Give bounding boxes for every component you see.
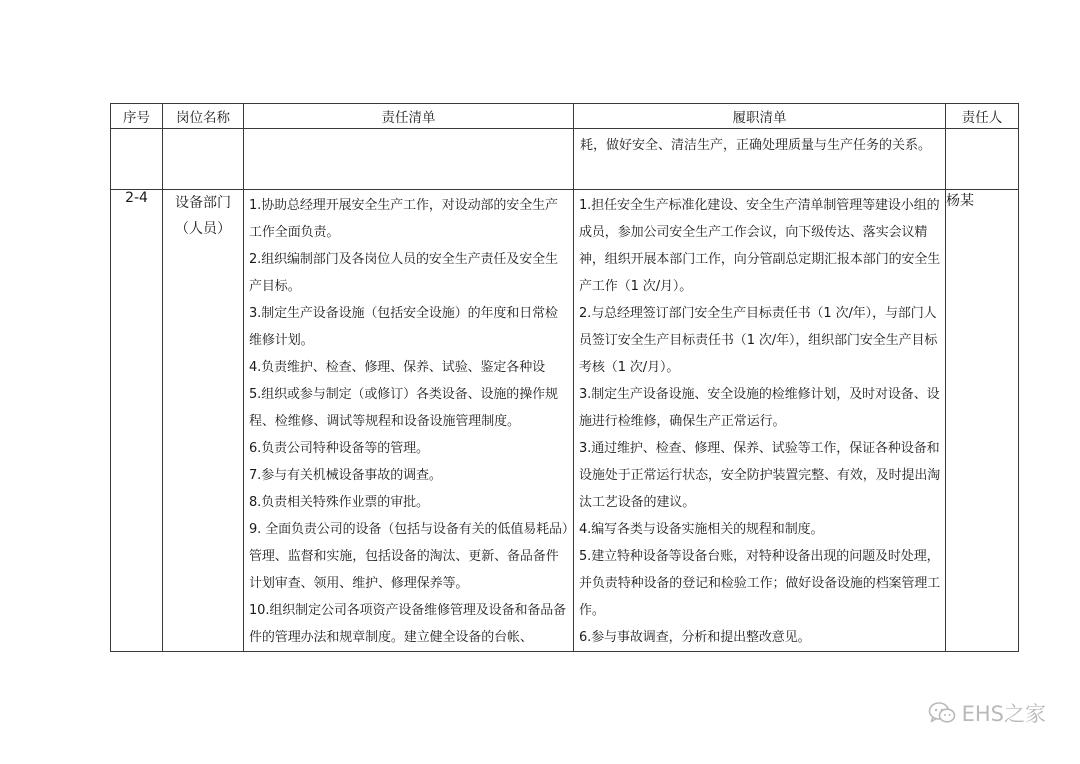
post-qualifier: （人员）	[175, 221, 231, 237]
perform-item: 3.通过维护、检查、修理、保养、试验等工作，保证各种设备和设施处于正常运行状态，安全防护装置完整、有效，及时提出淘汰工艺设备的建议。	[579, 441, 941, 510]
perform-item: 4.编写各类与设备实施相关的规程和制度。	[579, 522, 824, 537]
perform-item: 6.参与事故调查，分析和提出整改意见。	[579, 630, 811, 645]
seq-cell: 2-4	[111, 190, 163, 652]
header-person: 责任人	[946, 104, 1019, 129]
duty-item: 3.制定生产设备设施（包括安全设施）的年度和日常检维修计划。	[249, 306, 558, 348]
cont-perform-cell	[574, 129, 946, 190]
duty-item: 1.协助总经理开展安全生产工作，对设动部的安全生产工作全面负责。	[249, 198, 558, 240]
cont-perform-text: 耗，做好安全、清洁生产，正确处理质量与生产任务的关系。	[580, 138, 932, 153]
watermark	[928, 698, 1046, 728]
duty-item: 7.参与有关机械设备事故的调查。	[249, 468, 442, 483]
responsibility-table	[110, 103, 1019, 652]
perform-item: 2.与总经理签订部门安全生产目标责任书（1 次/年），与部门人员签订安全生产目标责任书（1 次/年），组织部门安全生产目标考核（1 次/月）。	[579, 306, 938, 375]
table-row	[111, 190, 1019, 652]
duty-item: 10.组织制定公司各项资产设备维修管理及设备和备品备件的管理办法和规章制度。建立健全设备的台帐、	[249, 603, 567, 645]
duty-item: 8.负责相关特殊作业票的审批。	[249, 495, 429, 510]
duty-item: 9. 全面负责公司的设备（包括与设备有关的低值易耗品）管理、监督和实施，包括设备的淘汰、更新、备品备件计划审查、领用、维护、修理保养等。	[249, 522, 569, 591]
header-perform: 履职清单	[574, 104, 946, 129]
perform-item: 1.担任安全生产标准化建设、安全生产清单制管理等建设小组的成员，参加公司安全生产工作会议，向下级传达、落实会议精神，组织开展本部门工作，向分管副总定期汇报本部门的安全生产工作（1 次/月）。	[579, 198, 941, 294]
duty-item: 2.组织编制部门及各岗位人员的安全生产责任及安全生产目标。	[249, 252, 558, 294]
perform-item: 3.制定生产设备设施、安全设施的检维修计划，及时对设备、设施进行检维修，确保生产正常运行。	[579, 387, 940, 429]
duty-cell	[244, 190, 574, 652]
continuation-row	[111, 129, 1019, 190]
post-name: 设备部门	[175, 195, 231, 211]
header-duty: 责任清单	[244, 104, 574, 129]
wechat-icon	[928, 701, 956, 725]
duty-item: 5.组织或参与制定（或修订）各类设备、设施的操作规程、检维修、调试等规程和设备设施管理制度。	[249, 387, 558, 429]
duty-item: 6.负责公司特种设备等的管理。	[249, 441, 429, 456]
table-header-row	[111, 104, 1019, 129]
cont-seq-cell	[111, 129, 163, 190]
cont-post-cell	[163, 129, 244, 190]
duty-list	[244, 190, 573, 651]
post-cell	[163, 190, 244, 652]
header-post: 岗位名称	[163, 104, 244, 129]
header-seq: 序号	[111, 104, 163, 129]
watermark-text: EHS之家	[961, 702, 1046, 726]
perform-cell	[574, 190, 946, 652]
duty-item: 4.负责维护、检查、修理、保养、试验、鉴定各种设	[249, 360, 546, 375]
perform-list	[574, 190, 945, 651]
perform-item: 5.建立特种设备等设备台账，对特种设备出现的问题及时处理，并负责特种设备的登记和检验工作；做好设备设施的档案管理工作。	[579, 549, 941, 618]
cont-duty-cell	[244, 129, 574, 190]
cont-person-cell	[946, 129, 1019, 190]
person-cell: 杨某	[946, 190, 1019, 652]
